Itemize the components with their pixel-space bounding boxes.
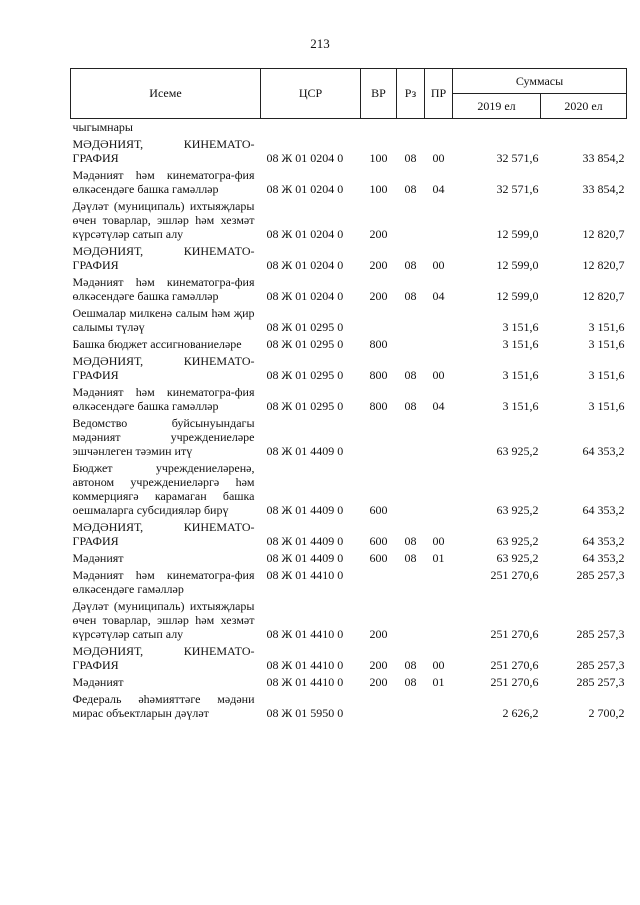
table-row — [71, 460, 627, 519]
row-vr-code — [361, 691, 397, 722]
table-row — [71, 674, 627, 691]
row-csr-code: 08 Ж 01 5950 0 — [266, 706, 344, 720]
row-sum-2019: 251 270,6 — [490, 568, 539, 582]
budget-table — [70, 68, 627, 722]
row-sum-2019: 63 925,2 — [496, 551, 539, 565]
row-sum-2020: 64 353,2 — [582, 534, 625, 548]
row-rz-code — [397, 415, 425, 460]
row-rz-code: 08 — [404, 399, 417, 413]
table-row — [71, 353, 627, 384]
table-row — [71, 167, 627, 198]
row-csr-code: 08 Ж 01 0295 0 — [266, 320, 344, 334]
row-sum-2019: 12 599,0 — [496, 227, 539, 241]
row-rz-code — [397, 336, 425, 353]
row-rz-code — [397, 598, 425, 643]
row-csr-code: 08 Ж 01 4410 0 — [266, 675, 344, 689]
row-name: Оешмалар милкенә салым һәм җир салымы түләү — [72, 306, 255, 334]
row-vr-code: 200 — [369, 658, 388, 672]
row-pr-code: 00 — [432, 258, 445, 272]
table-row — [71, 519, 627, 550]
row-sum-2019: 32 571,6 — [496, 151, 539, 165]
row-csr-code: 08 Ж 01 0204 0 — [266, 182, 344, 196]
table-header — [71, 69, 627, 119]
row-vr-code: 600 — [369, 534, 388, 548]
row-sum-2020: 3 151,6 — [588, 320, 625, 334]
row-sum-2020: 285 257,3 — [576, 568, 625, 582]
row-csr-code: 08 Ж 01 4410 0 — [266, 568, 344, 582]
table-row — [71, 243, 627, 274]
row-name: Башка бюджет ассигнованиеләре — [72, 337, 242, 351]
table-row — [71, 567, 627, 598]
row-sum-2019: 32 571,6 — [496, 182, 539, 196]
row-pr-code: 00 — [432, 151, 445, 165]
row-pr-code: 00 — [432, 368, 445, 382]
row-name: МӘДӘНИЯТ, КИНЕМАТО-ГРАФИЯ — [72, 244, 255, 272]
row-name: Федераль әһәмияттәге мәдәни мирас объектларын дәүләт — [72, 692, 255, 720]
row-csr-code: 08 Ж 01 0204 0 — [266, 227, 344, 241]
row-csr-code: 08 Ж 01 4409 0 — [266, 551, 344, 565]
row-name: Дәүләт (муниципаль) ихтыяҗлары өчен товарлар, эшләр һәм хезмәт күрсәтүләр сатып алу — [72, 199, 255, 241]
row-sum-2020: 3 151,6 — [588, 368, 625, 382]
row-csr-code: 08 Ж 01 4409 0 — [266, 444, 344, 458]
row-sum-2020 — [541, 119, 627, 137]
row-name: Мәдәният — [72, 551, 124, 565]
row-vr-code: 100 — [369, 151, 388, 165]
row-sum-2020: 64 353,2 — [582, 444, 625, 458]
header-2019: 2019 ел — [453, 94, 541, 119]
header-rz: Рз — [397, 69, 425, 119]
table-body — [71, 119, 627, 723]
row-vr-code — [361, 119, 397, 137]
table-row — [71, 305, 627, 336]
row-rz-code: 08 — [404, 675, 417, 689]
row-sum-2020: 285 257,3 — [576, 675, 625, 689]
row-rz-code — [397, 198, 425, 243]
row-csr-code: 08 Ж 01 4409 0 — [266, 534, 344, 548]
row-sum-2020: 64 353,2 — [582, 503, 625, 517]
page-number: 213 — [310, 36, 330, 51]
row-rz-code: 08 — [404, 151, 417, 165]
row-rz-code: 08 — [404, 368, 417, 382]
row-sum-2019: 12 599,0 — [496, 258, 539, 272]
row-sum-2020: 33 854,2 — [582, 151, 625, 165]
row-vr-code: 800 — [369, 399, 388, 413]
row-name: МӘДӘНИЯТ, КИНЕМАТО-ГРАФИЯ — [72, 137, 255, 165]
row-pr-code: 01 — [432, 675, 445, 689]
row-rz-code: 08 — [404, 258, 417, 272]
row-sum-2020: 2 700,2 — [588, 706, 625, 720]
row-sum-2020: 12 820,7 — [582, 227, 625, 241]
row-rz-code — [397, 305, 425, 336]
row-name: Ведомство буйсынуындагы мәдәният учреждениеләре эшчәнлеген тәэмин итү — [72, 416, 255, 458]
row-pr-code: 04 — [432, 289, 445, 303]
row-pr-code — [425, 598, 453, 643]
table-row — [71, 198, 627, 243]
row-rz-code: 08 — [404, 551, 417, 565]
header-vr: ВР — [361, 69, 397, 119]
table-row — [71, 136, 627, 167]
row-sum-2019: 3 151,6 — [502, 320, 539, 334]
row-vr-code: 800 — [369, 337, 388, 351]
row-pr-code: 04 — [432, 182, 445, 196]
row-sum-2019: 2 626,2 — [502, 706, 539, 720]
row-name: Мәдәният һәм кинематогра-фия өлкәсендәге гамәлләр — [72, 568, 255, 596]
row-pr-code — [425, 691, 453, 722]
table-row — [71, 274, 627, 305]
row-rz-code: 08 — [404, 658, 417, 672]
row-sum-2019: 3 151,6 — [502, 399, 539, 413]
row-vr-code: 600 — [369, 551, 388, 565]
row-rz-code: 08 — [404, 534, 417, 548]
row-rz-code — [397, 119, 425, 137]
row-rz-code: 08 — [404, 182, 417, 196]
row-sum-2020: 64 353,2 — [582, 551, 625, 565]
row-rz-code — [397, 460, 425, 519]
row-vr-code — [361, 305, 397, 336]
row-pr-code — [425, 198, 453, 243]
table-row — [71, 415, 627, 460]
table-row — [71, 384, 627, 415]
row-csr-code: 08 Ж 01 0204 0 — [266, 289, 344, 303]
row-csr-code: 08 Ж 01 0295 0 — [266, 368, 344, 382]
row-csr-code — [261, 119, 361, 137]
table-row — [71, 550, 627, 567]
row-csr-code: 08 Ж 01 4410 0 — [266, 627, 344, 641]
table-row — [71, 598, 627, 643]
row-pr-code — [425, 119, 453, 137]
row-vr-code: 200 — [369, 627, 388, 641]
row-rz-code — [397, 567, 425, 598]
row-name: МӘДӘНИЯТ, КИНЕМАТО-ГРАФИЯ — [72, 520, 255, 548]
row-csr-code: 08 Ж 01 0295 0 — [266, 399, 344, 413]
row-sum-2020: 12 820,7 — [582, 289, 625, 303]
row-pr-code: 00 — [432, 658, 445, 672]
row-sum-2019: 63 925,2 — [496, 444, 539, 458]
row-pr-code: 01 — [432, 551, 445, 565]
row-vr-code: 100 — [369, 182, 388, 196]
header-name: Исеме — [71, 69, 261, 119]
row-csr-code: 08 Ж 01 0204 0 — [266, 258, 344, 272]
table-row — [71, 119, 627, 137]
row-vr-code: 800 — [369, 368, 388, 382]
row-csr-code: 08 Ж 01 4410 0 — [266, 658, 344, 672]
row-rz-code — [397, 691, 425, 722]
row-vr-code: 200 — [369, 258, 388, 272]
row-sum-2019: 251 270,6 — [490, 675, 539, 689]
row-sum-2019: 12 599,0 — [496, 289, 539, 303]
row-name: МӘДӘНИЯТ, КИНЕМАТО-ГРАФИЯ — [72, 644, 255, 672]
header-csr: ЦСР — [261, 69, 361, 119]
row-sum-2020: 3 151,6 — [588, 399, 625, 413]
row-sum-2020: 285 257,3 — [576, 627, 625, 641]
header-2020: 2020 ел — [541, 94, 627, 119]
row-csr-code: 08 Ж 01 0204 0 — [266, 151, 344, 165]
row-name: Мәдәният һәм кинематогра-фия өлкәсендәге башка гамәлләр — [72, 385, 255, 413]
header-pr: ПР — [425, 69, 453, 119]
row-pr-code: 00 — [432, 534, 445, 548]
table-row — [71, 643, 627, 674]
row-csr-code: 08 Ж 01 4409 0 — [266, 503, 344, 517]
row-pr-code — [425, 415, 453, 460]
row-name: Мәдәният һәм кинематогра-фия өлкәсендәге башка гамәлләр — [72, 168, 255, 196]
row-sum-2019: 3 151,6 — [502, 368, 539, 382]
row-sum-2019: 251 270,6 — [490, 627, 539, 641]
row-vr-code: 200 — [369, 289, 388, 303]
row-name: Дәүләт (муниципаль) ихтыяҗлары өчен товарлар, эшләр һәм хезмәт күрсәтүләр сатып алу — [72, 599, 255, 641]
table-row — [71, 691, 627, 722]
row-sum-2020: 12 820,7 — [582, 258, 625, 272]
row-csr-code: 08 Ж 01 0295 0 — [266, 337, 344, 351]
row-rz-code: 08 — [404, 289, 417, 303]
row-vr-code — [361, 567, 397, 598]
row-vr-code — [361, 415, 397, 460]
row-sum-2019: 63 925,2 — [496, 534, 539, 548]
row-sum-2020: 33 854,2 — [582, 182, 625, 196]
row-pr-code — [425, 460, 453, 519]
row-pr-code — [425, 305, 453, 336]
row-vr-code: 200 — [369, 227, 388, 241]
row-pr-code — [425, 336, 453, 353]
row-sum-2019: 63 925,2 — [496, 503, 539, 517]
row-name: Мәдәният һәм кинематогра-фия өлкәсендәге башка гамәлләр — [72, 275, 255, 303]
row-sum-2019: 3 151,6 — [502, 337, 539, 351]
row-vr-code: 600 — [369, 503, 388, 517]
row-pr-code — [425, 567, 453, 598]
table-row — [71, 336, 627, 353]
header-sums: Суммасы — [453, 69, 627, 94]
row-name: Мәдәният — [72, 675, 124, 689]
row-sum-2019 — [453, 119, 541, 137]
row-name: МӘДӘНИЯТ, КИНЕМАТО-ГРАФИЯ — [72, 354, 255, 382]
row-sum-2020: 285 257,3 — [576, 658, 625, 672]
row-name: чыгымнары — [72, 120, 133, 134]
row-sum-2020: 3 151,6 — [588, 337, 625, 351]
row-pr-code: 04 — [432, 399, 445, 413]
row-name: Бюджет учреждениеләренә, автоном учреждениеләргә һәм коммерциягә карамаган башка оешмаларга субсидияләр бирү — [72, 461, 255, 517]
row-sum-2019: 251 270,6 — [490, 658, 539, 672]
row-vr-code: 200 — [369, 675, 388, 689]
